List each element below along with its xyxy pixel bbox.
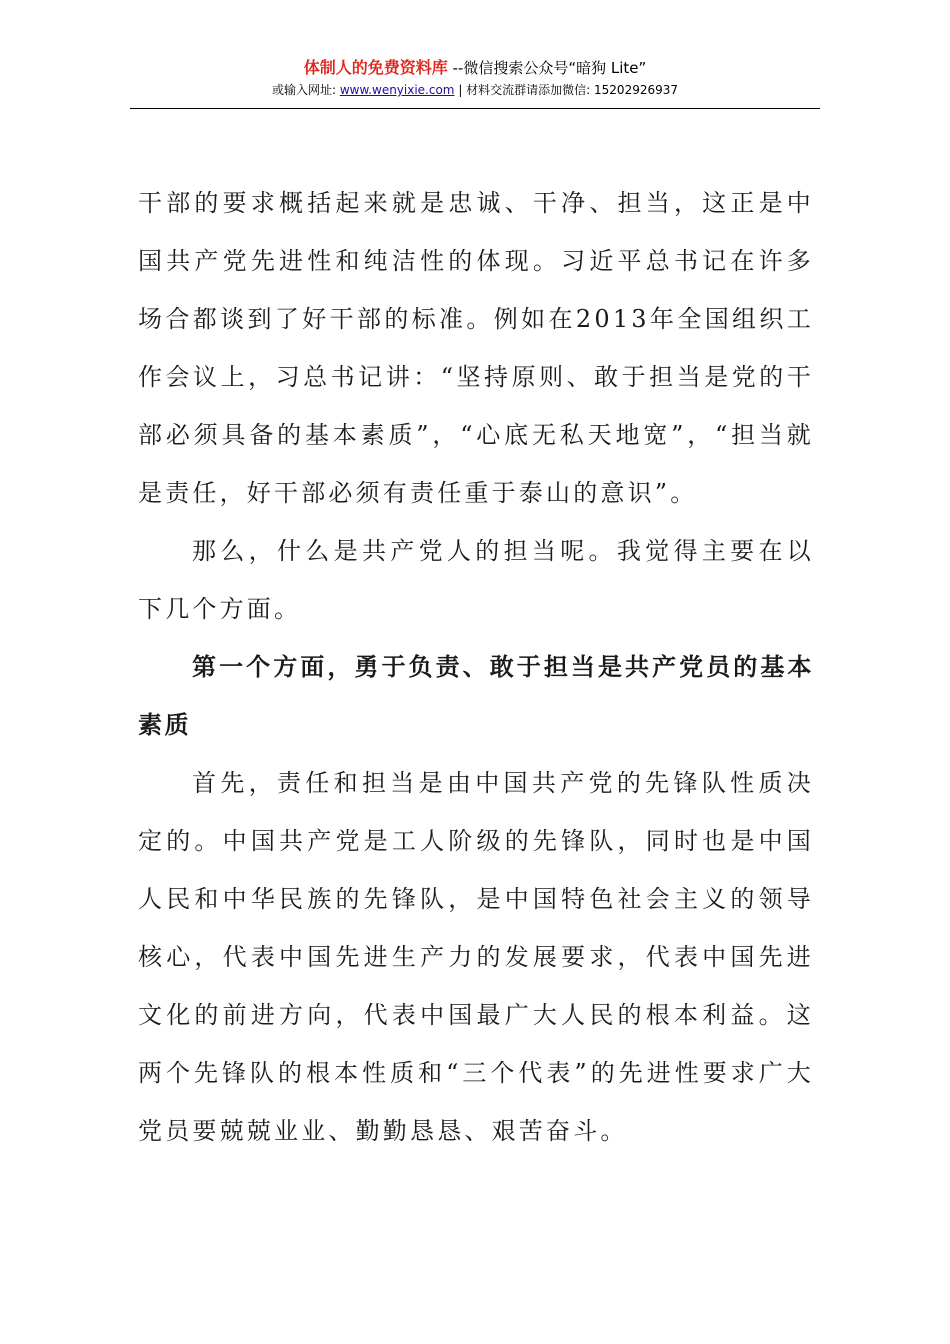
header-subtitle: --微信搜索公众号“暗狗 Lite” bbox=[447, 59, 647, 77]
page-header bbox=[130, 58, 820, 99]
header-line-2 bbox=[130, 81, 820, 99]
paragraph-1: 干部的要求概括起来就是忠诚、干净、担当，这正是中国共产党先进性和纯洁性的体现。习近平总书记在许多场合都谈到了好干部的标准。例如在2013年全国组织工作会议上，习总书记讲：“坚持原则、敢于担当是党的干部必须具备的基本素质”，“心底无私天地宽”，“担当就是责任，好干部必须有责任重于泰山的意识”。 bbox=[138, 189, 814, 507]
header-url-prefix: 或输入网址: bbox=[271, 83, 340, 97]
header-brand: 体制人的免费资料库 bbox=[303, 58, 448, 77]
header-divider bbox=[130, 108, 820, 109]
section-heading-1: 第一个方面，勇于负责、敢于担当是共产党员的基本素质 bbox=[138, 653, 814, 739]
header-line-1 bbox=[130, 58, 820, 78]
paragraph-2: 那么，什么是共产党人的担当呢。我觉得主要在以下几个方面。 bbox=[138, 537, 814, 623]
document-body bbox=[138, 174, 814, 1160]
header-contact: | 材料交流群请添加微信: 15202926937 bbox=[454, 83, 679, 97]
header-url-link[interactable]: www.wenyixie.com bbox=[339, 83, 455, 97]
paragraph-3: 首先，责任和担当是由中国共产党的先锋队性质决定的。中国共产党是工人阶级的先锋队，同时也是中国人民和中华民族的先锋队，是中国特色社会主义的领导核心，代表中国先进生产力的发展要求，代表中国先进文化的前进方向，代表中国最广大人民的根本利益。这两个先锋队的根本性质和“三个代表”的先进性要求广大党员要兢兢业业、勤勤恳恳、艰苦奋斗。 bbox=[138, 769, 814, 1145]
